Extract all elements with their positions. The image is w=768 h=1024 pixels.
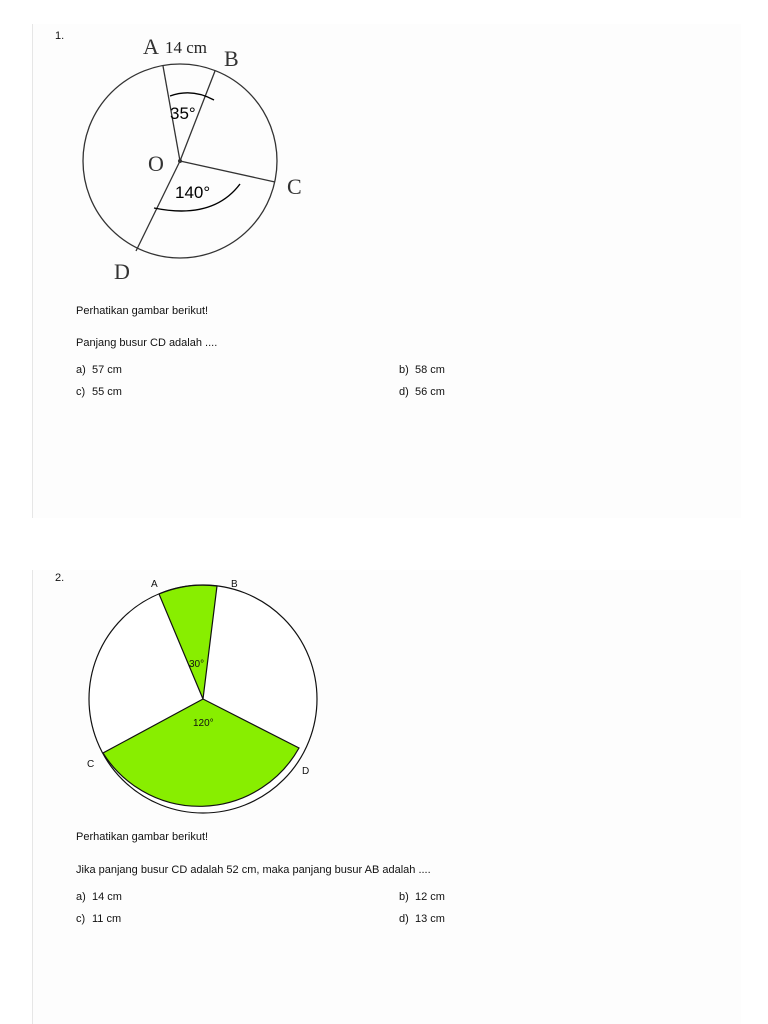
question-card-1 [32, 24, 741, 518]
option-d[interactable] [399, 913, 445, 925]
option-a[interactable] [76, 364, 122, 376]
option-c[interactable] [76, 386, 122, 398]
point-b-label: B [231, 579, 238, 590]
option-b[interactable] [399, 364, 445, 376]
instruction-text: Perhatikan gambar berikut! [76, 831, 209, 843]
point-c-label: C [87, 759, 95, 770]
point-b-label: B [224, 46, 239, 71]
option-key: c) [76, 913, 86, 925]
angle-cod-label: 140° [175, 183, 211, 202]
center-point [178, 159, 182, 163]
angle-aob-label: 30° [189, 659, 205, 670]
option-text: 14 cm [92, 891, 122, 903]
option-text: 13 cm [415, 913, 445, 925]
radius-length-label: 14 cm [165, 38, 208, 57]
option-a[interactable] [76, 891, 122, 903]
question-card-2 [32, 570, 741, 1024]
option-c[interactable] [76, 913, 121, 925]
radius-oc [180, 161, 275, 182]
question-number: 1. [55, 30, 65, 42]
option-b[interactable] [399, 891, 445, 903]
question-number: 2. [55, 572, 65, 584]
option-key: a) [76, 891, 86, 903]
point-c-label: C [287, 174, 302, 199]
question-text: Panjang busur CD adalah .... [76, 337, 218, 349]
option-text: 57 cm [92, 364, 122, 376]
option-text: 58 cm [415, 364, 445, 376]
circle-figure-2 [73, 574, 333, 814]
option-key: a) [76, 364, 86, 376]
point-d-label: D [302, 766, 310, 777]
option-d[interactable] [399, 386, 445, 398]
instruction-text: Perhatikan gambar berikut! [76, 305, 209, 317]
option-key: d) [399, 386, 409, 398]
option-key: d) [399, 913, 409, 925]
angle-arc-aob [170, 93, 214, 100]
option-key: c) [76, 386, 86, 398]
circle-figure-1 [73, 30, 333, 298]
point-o-label: O [148, 151, 164, 176]
angle-aob-label: 35° [170, 104, 196, 123]
option-text: 11 cm [92, 913, 122, 925]
question-text: Jika panjang busur CD adalah 52 cm, maka panjang busur AB adalah .... [76, 864, 431, 876]
point-d-label: D [114, 259, 130, 284]
option-text: 56 cm [415, 386, 445, 398]
option-key: b) [399, 891, 409, 903]
option-key: b) [399, 364, 409, 376]
option-text: 55 cm [92, 386, 122, 398]
point-a-label: A [143, 34, 159, 59]
angle-cod-label: 120° [193, 718, 214, 729]
point-a-label: A [151, 579, 158, 590]
option-text: 12 cm [415, 891, 445, 903]
